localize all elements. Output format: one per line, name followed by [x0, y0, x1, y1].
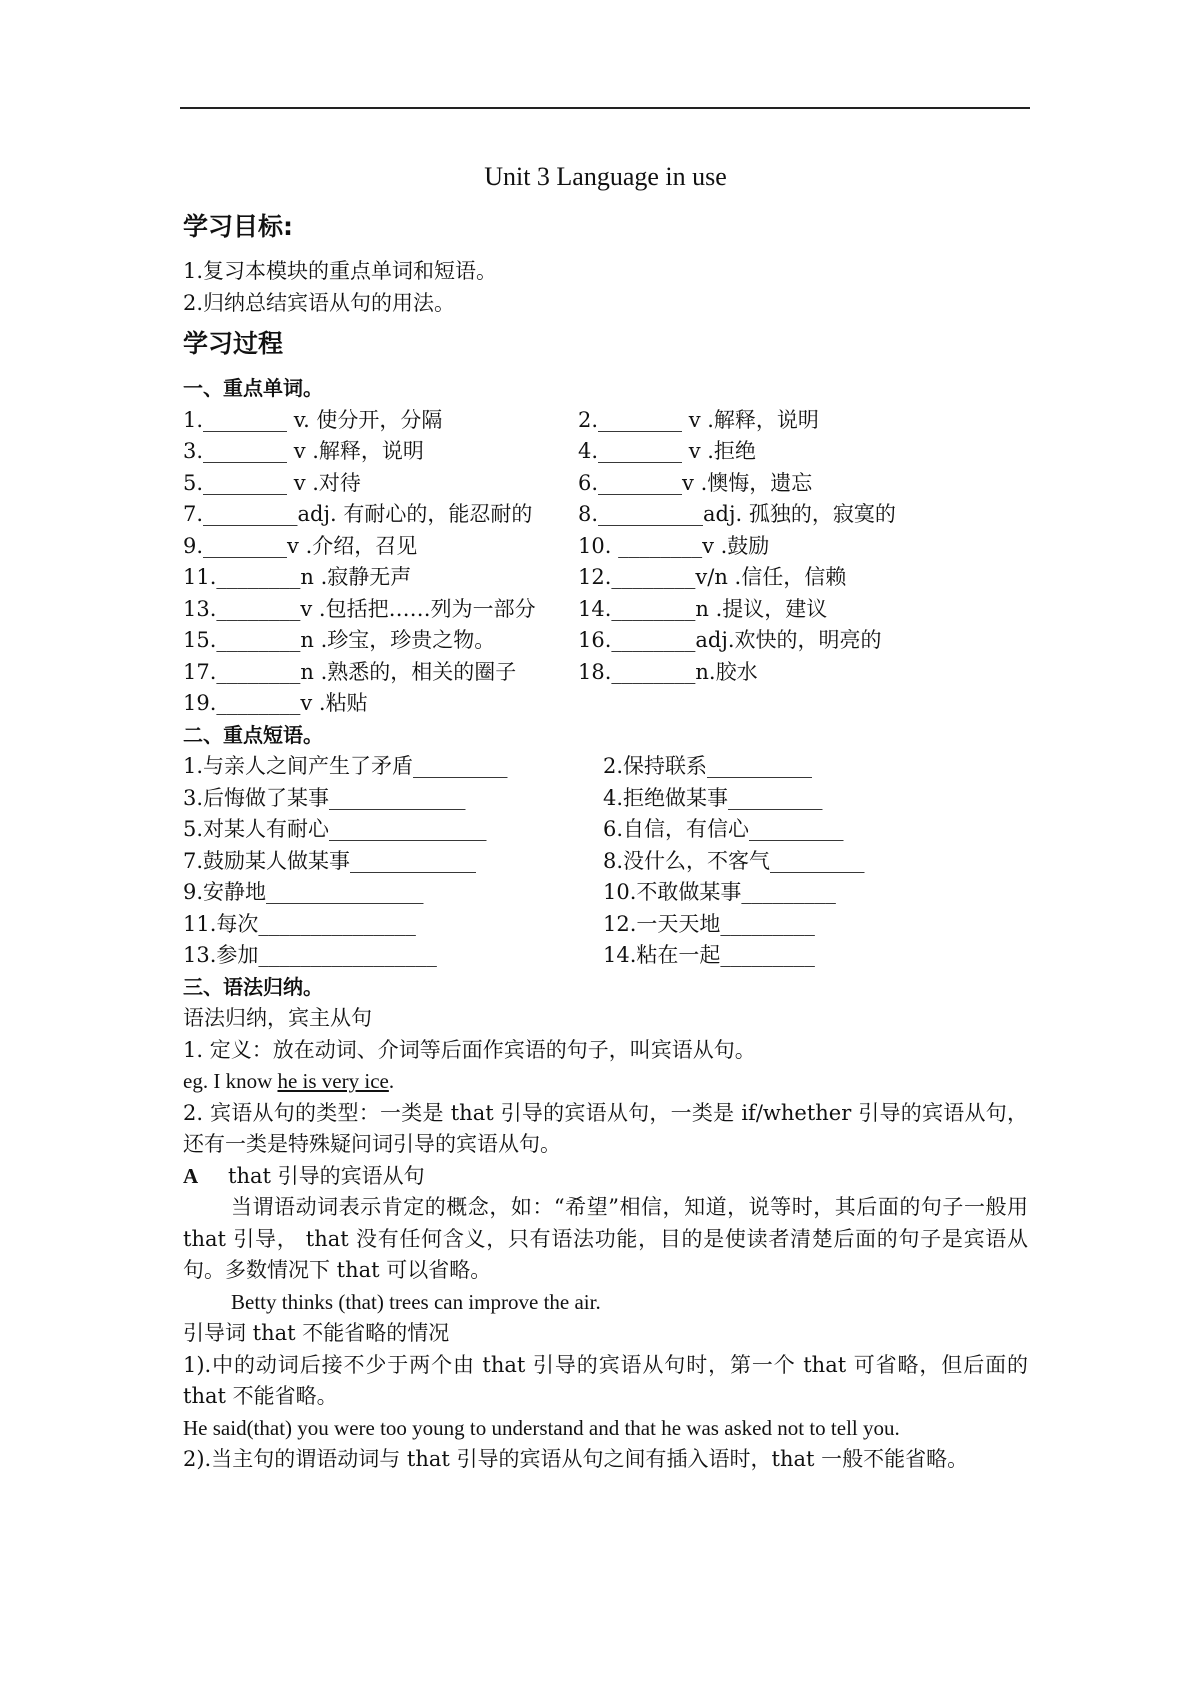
- phrase-list: [183, 751, 1028, 972]
- rule-2: 2).当主句的谓语动词与 that 引导的宾语从句之间有插入语时，that 一般不能省略。: [183, 1447, 969, 1471]
- vocab-item: 10. ________v .鼓励: [578, 533, 770, 558]
- phrase-item: 13.参加_________________: [183, 943, 437, 967]
- grammar-definition: 1. 定义：放在动词、介词等后面作宾语的句子，叫宾语从句。: [183, 1037, 756, 1062]
- phrase-item: 6.自信，有信心_________: [603, 817, 844, 841]
- vocab-item: 17.________n .熟悉的，相关的圈子: [183, 659, 517, 684]
- vocab-item: 12.________v/n .信任，信赖: [578, 565, 847, 589]
- vocab-item: 11.________n .寂静无声: [183, 565, 412, 589]
- grammar-subtitle: 语法归纳，宾主从句: [183, 1006, 372, 1030]
- phrase-item: 5.对某人有耐心_______________: [183, 817, 487, 841]
- section-a-heading: [183, 1161, 1028, 1193]
- vocab-item: 15.________n .珍宝，珍贵之物。: [183, 628, 496, 652]
- vocab-row: [183, 594, 1028, 626]
- vocab-row: [183, 436, 1028, 468]
- vocab-item: 5.________ v .对待: [183, 470, 361, 495]
- phrase-item: 8.没什么，不客气_________: [603, 848, 865, 873]
- objectives-heading: 学习目标:: [183, 212, 293, 241]
- vocab-list: [183, 405, 1028, 720]
- section-a-title: that 引导的宾语从句: [228, 1163, 425, 1188]
- vocab-row: [183, 562, 1028, 594]
- phrase-row: [183, 940, 1028, 972]
- vocab-row: [183, 405, 1028, 437]
- cannot-omit-heading: 引导词 that 不能省略的情况: [183, 1321, 450, 1345]
- grammar-heading: 三、语法归纳。: [183, 974, 323, 999]
- phrase-row: [183, 814, 1028, 846]
- phrase-item: 11.每次_______________: [183, 911, 416, 936]
- phrase-row: [183, 877, 1028, 909]
- worksheet-page: [183, 160, 1028, 1476]
- vocab-item: 19.________v .粘贴: [183, 691, 368, 715]
- phrase-item: 12.一天天地_________: [603, 911, 815, 936]
- clause-types-paragraph: 2. 宾语从句的类型：一类是 that 引导的宾语从句，一类是 if/whether 引导的宾语从句，还有一类是特殊疑问词引导的宾语从句。: [183, 1100, 1028, 1156]
- phrase-item: 9.安静地_______________: [183, 880, 424, 904]
- phrase-item: 10.不敢做某事_________: [603, 880, 836, 904]
- vocab-item: 18.________n.胶水: [578, 659, 758, 684]
- phrase-item: 3.后悔做了某事_____________: [183, 785, 466, 810]
- vocab-item: 14.________n .提议，建议: [578, 596, 828, 621]
- vocab-item: 8.__________adj. 孤独的，寂寞的: [578, 502, 896, 526]
- vocab-item: 6.________v .懊悔，遗忘: [578, 470, 813, 495]
- vocab-item: 16.________adj.欢快的，明亮的: [578, 628, 882, 652]
- vocab-row: [183, 468, 1028, 500]
- section-a-paragraph: 当谓语动词表示肯定的概念，如：“希望”相信，知道，说等时，其后面的句子一般用 that 引导， that 没有任何含义，只有语法功能，目的是使读者清楚后面的句子是宾语从句。多数情况下 that 可以省略。: [183, 1195, 1028, 1282]
- page-title: Unit 3 Language in use: [484, 162, 727, 191]
- section-a-label: A: [183, 1163, 199, 1188]
- vocab-item: 1.________ v. 使分开，分隔: [183, 407, 443, 432]
- rule-1-example: He said(that) you were too young to understand and that he was asked not to tell you.: [183, 1415, 900, 1440]
- phrase-row: [183, 846, 1028, 878]
- vocab-heading: 一、重点单词。: [183, 376, 323, 400]
- vocab-item: 7._________adj. 有耐心的，能忍耐的: [183, 502, 533, 526]
- phrase-heading: 二、重点短语。: [183, 722, 323, 747]
- phrase-item: 2.保持联系__________: [603, 754, 813, 778]
- example-underlined-clause: he is very ice: [277, 1069, 389, 1093]
- phrase-item: 7.鼓励某人做某事____________: [183, 848, 477, 873]
- process-heading: 学习过程: [183, 329, 284, 358]
- definition-example: [183, 1066, 1028, 1098]
- phrase-item: 14.粘在一起_________: [603, 943, 815, 967]
- phrase-row: [183, 751, 1028, 783]
- vocab-row: [183, 531, 1028, 563]
- vocab-item: 2.________ v .解释，说明: [578, 407, 819, 432]
- phrase-row: [183, 909, 1028, 941]
- vocab-item: 13.________v .包括把……列为一部分: [183, 596, 536, 621]
- vocab-row: [183, 657, 1028, 689]
- vocab-item: 3.________ v .解释，说明: [183, 439, 424, 463]
- vocab-item: 4.________ v .拒绝: [578, 439, 756, 463]
- phrase-item: 4.拒绝做某事_________: [603, 785, 823, 810]
- objective-item: 1.复习本模块的重点单词和短语。: [183, 259, 498, 283]
- objective-item: 2.归纳总结宾语从句的用法。: [183, 290, 456, 315]
- vocab-item: 9.________v .介绍，召见: [183, 533, 418, 558]
- example-suffix: .: [388, 1069, 395, 1093]
- section-a-example: Betty thinks (that) trees can improve the air.: [231, 1289, 601, 1314]
- phrase-item: 1.与亲人之间产生了矛盾_________: [183, 754, 508, 778]
- example-prefix: eg. I know: [183, 1069, 278, 1093]
- rule-1: 1).中的动词后接不少于两个由 that 引导的宾语从句时，第一个 that 可省略，但后面的 that 不能省略。: [183, 1352, 1028, 1408]
- phrase-row: [183, 783, 1028, 815]
- vocab-row: [183, 499, 1028, 531]
- vocab-row: [183, 688, 1028, 720]
- vocab-row: [183, 625, 1028, 657]
- header-rule: [180, 107, 1030, 109]
